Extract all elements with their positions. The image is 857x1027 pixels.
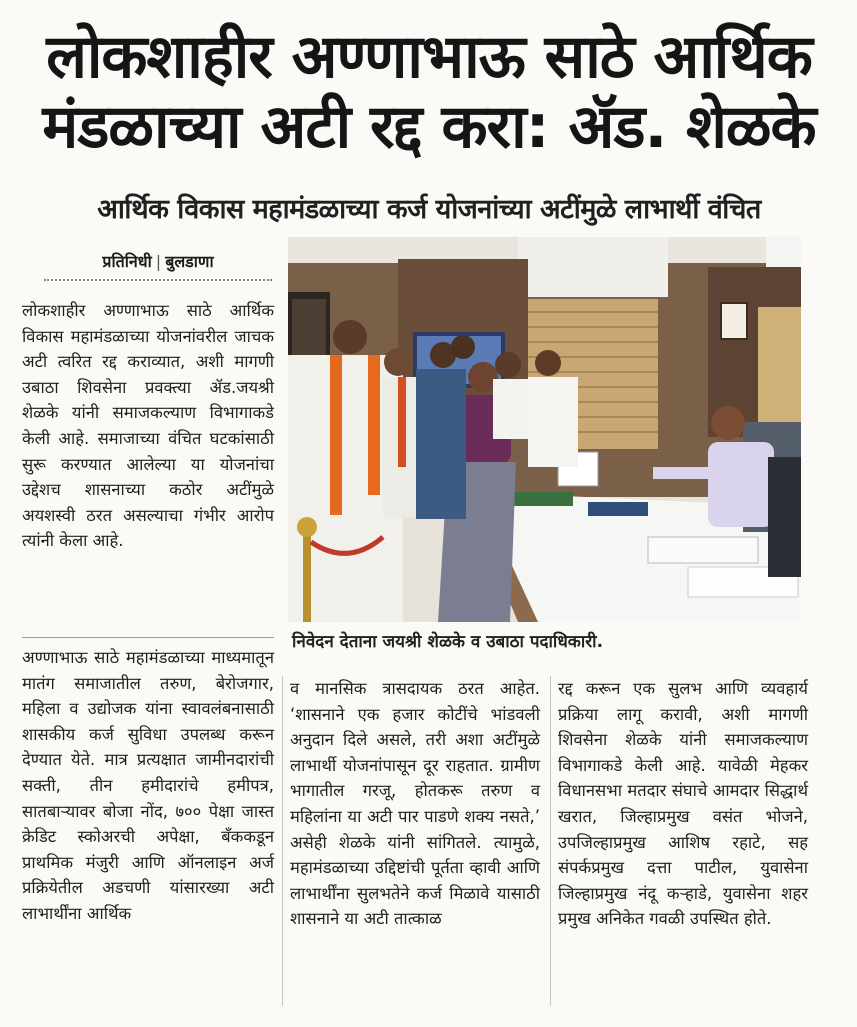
subheadline: आर्थिक विकास महामंडळाच्या कर्ज योजनांच्या अटींमुळे लाभार्थी वंचित — [97, 194, 761, 225]
office-scene-illustration — [288, 237, 801, 622]
paragraph-text: अण्णाभाऊ साठे महामंडळाच्या माध्यमातून मातंग समाजातील तरुण, बेरोजगार, महिला व उद्योजक यांना स्वावलंबनासाठी शासकीय कर्ज सुविधा उपलब्ध करून देण्यात येते. मात्र प्रत्यक्षात जामीनदारांची सक्ती, तीन हमीदारांचे हमीपत्र, सातबाऱ्यावर बोजा नोंद, ७०० पेक्षा जास्त क्रेडिट स्कोअरची अपेक्षा, बँककडून प्राथमिक मंजुरी आणि ऑनलाइन अर्ज प्रक्रियेतील अडचणी यांसारख्या अटी लाभार्थींना आर्थिक — [22, 648, 274, 923]
news-photo — [288, 237, 801, 622]
headline-line-1: लोकशाहीर अण्णाभाऊ साठे आर्थिक — [46, 22, 812, 92]
article-paragraph-4 — [558, 676, 808, 932]
photo-caption: निवेदन देताना जयश्री शेळके व उबाठा पदाधिकारी. — [292, 632, 604, 652]
byline-separator: | — [155, 252, 162, 271]
article-paragraph-1 — [22, 298, 274, 554]
article-paragraph-3 — [290, 676, 540, 932]
column-divider — [550, 676, 551, 1006]
byline — [44, 251, 272, 281]
paragraph-divider — [22, 637, 274, 638]
paragraph-text: व मानसिक त्रासदायक ठरत आहेत. ‘शासनाने एक हजार कोटींचे भांडवली अनुदान दिले असले, तरी अशा अटींमुळे लाभार्थी योजनांपासून दूर राहतात. ग्रामीण भागातील गरजू, होतकरू तरुण व महिलांना या अटी पार पाडणे शक्य नसते,’ असेही शेळके यांनी सांगितले. त्यामुळे, महामंडळाच्या उद्दिष्टांची पूर्तता व्हावी आणि लाभार्थींना सुलभतेने कर्ज मिळावे यासाठी शासनाने या अटी तात्काळ — [290, 679, 540, 929]
column-divider — [282, 676, 283, 1006]
paragraph-text: रद्द करून एक सुलभ आणि व्यवहार्य प्रक्रिया लागू करावी, अशी मागणी शिवसेना शेळके यांनी समाजकल्याण विभागाकडे केली आहे. यावेळी मेहकर विधानसभा मतदार संघाचे आमदार सिद्धार्थ खरात, जिल्हाप्रमुख वसंत भोजने, उपजिल्हाप्रमुख आशिष रहाटे, सह संपर्कप्रमुख दत्ता पाटील, युवासेना जिल्हाप्रमुख नंदू कऱ्हाडे, युवासेना शहर प्रमुख अनिकेत गवळी उपस्थित होते. — [558, 679, 808, 929]
paragraph-text: लोकशाहीर अण्णाभाऊ साठे आर्थिक विकास महामंडळाच्या योजनांवरील जाचक अटी त्वरित रद्द कराव्यात, अशी मागणी उबाठा शिवसेना प्रवक्त्या ॲड.जयश्री शेळके यांनी समाजकल्याण विभागाकडे केली आहे. समाजाच्या वंचित घटकांसाठी सुरू करण्यात आलेल्या या योजनांचा उद्देशच शासनाच्या कठोर अटींमुळे अयशस्वी ठरत असल्याचा गंभीर आरोप त्यांनी केला आहे. — [22, 301, 274, 551]
byline-reporter: प्रतिनिधी — [102, 252, 152, 271]
article-paragraph-2 — [22, 645, 274, 927]
byline-place: बुलडाणा — [165, 252, 214, 271]
headline-line-2: मंडळाच्या अटी रद्द करा: ॲड. शेळके — [42, 92, 816, 162]
headline — [14, 22, 844, 162]
